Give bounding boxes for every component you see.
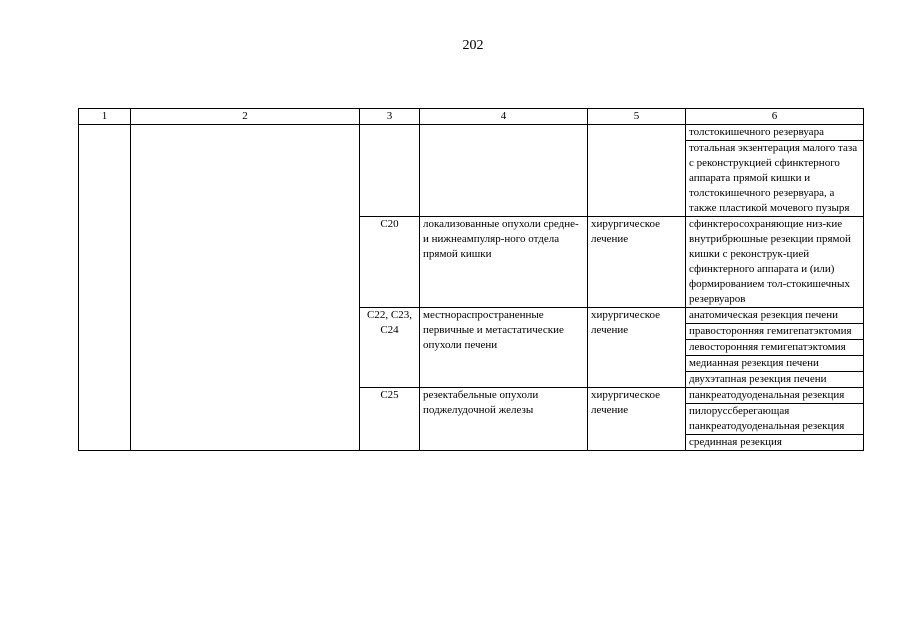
procedure-cell: пилоруссберегающая панкреатодуоденальная резекция bbox=[686, 404, 864, 435]
header-col-2: 2 bbox=[131, 109, 360, 125]
cell-col-1 bbox=[79, 125, 131, 451]
cell-code-continued bbox=[360, 125, 420, 217]
procedure-cell: сфинктеросохраняющие низ-кие внутрибрюшные резекции прямой кишки с реконструк-цией сфинктерного аппарата и (или) формированием тол-стокишечных резервуаров bbox=[686, 217, 864, 308]
procedure-cell: двухэтапная резекция печени bbox=[686, 372, 864, 388]
icd-code-cell: C20 bbox=[360, 217, 420, 308]
procedure-cell: срединная резекция bbox=[686, 435, 864, 451]
page-number: 202 bbox=[462, 38, 484, 53]
procedure-cell: левосторонняя гемигепатэктомия bbox=[686, 340, 864, 356]
procedure-cell: правосторонняя гемигепатэктомия bbox=[686, 324, 864, 340]
procedure-cell: анатомическая резекция печени bbox=[686, 308, 864, 324]
treatment-cell: хирургическое лечение bbox=[588, 308, 686, 388]
diagnosis-cell: локализованные опухоли средне- и нижнеампуляр-ного отдела прямой кишки bbox=[420, 217, 588, 308]
procedures-table bbox=[78, 108, 864, 451]
cell-treatment-continued bbox=[588, 125, 686, 217]
table-row bbox=[79, 125, 864, 141]
procedure-cell: толстокишечного резервуара bbox=[686, 125, 864, 141]
treatment-cell: хирургическое лечение bbox=[588, 388, 686, 451]
diagnosis-cell: резектабельные опухоли поджелудочной железы bbox=[420, 388, 588, 451]
header-row bbox=[79, 109, 864, 125]
cell-col-2 bbox=[131, 125, 360, 451]
procedure-cell: панкреатодуоденальная резекция bbox=[686, 388, 864, 404]
diagnosis-cell: местнораспространенные первичные и метастатические опухоли печени bbox=[420, 308, 588, 388]
header-col-4: 4 bbox=[420, 109, 588, 125]
header-col-6: 6 bbox=[686, 109, 864, 125]
icd-code-cell: C22, C23, C24 bbox=[360, 308, 420, 388]
header-col-1: 1 bbox=[79, 109, 131, 125]
treatment-cell: хирургическое лечение bbox=[588, 217, 686, 308]
header-col-3: 3 bbox=[360, 109, 420, 125]
cell-diagnosis-continued bbox=[420, 125, 588, 217]
header-col-5: 5 bbox=[588, 109, 686, 125]
procedure-cell: медианная резекция печени bbox=[686, 356, 864, 372]
icd-code-cell: C25 bbox=[360, 388, 420, 451]
procedure-cell: тотальная экзентерация малого таза с реконструкцией сфинктерного аппарата прямой кишки и толстокишечного резервуара, а также пластикой мочевого пузыря bbox=[686, 141, 864, 217]
